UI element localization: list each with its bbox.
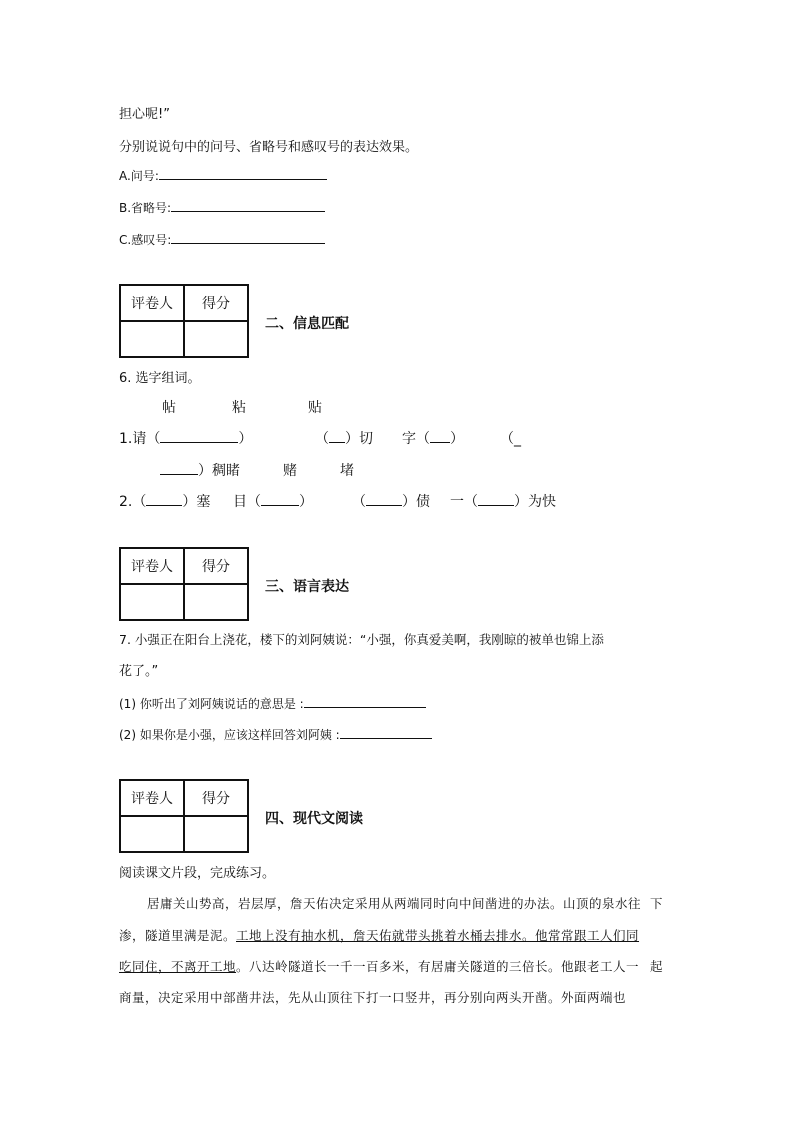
q5-item-b [119, 199, 325, 216]
q7-sub1-label: (1) 你听出了刘阿姨说话的意思是 : [119, 697, 304, 711]
q8-instruction: 阅读课文片段，完成练习。 [119, 866, 276, 881]
answer-blank[interactable] [329, 430, 345, 443]
q6-row1-d: ）切 [345, 431, 373, 447]
answer-blank[interactable] [366, 493, 402, 506]
q6-row1-part2 [315, 428, 373, 448]
q6-row2-char2: 赌 [283, 463, 297, 479]
underlined-text: 吃同住，不离开工地 [119, 959, 237, 974]
passage-line-2-a: 渗，隧道里满是泥。 [119, 928, 237, 943]
q7-line1: 7. 小强正在阳台上浇花，楼下的刘阿姨说：“小强，你真爱美啊，我刚晾的被单也锦上添 [119, 632, 604, 647]
q6-row3-f: ）债 [402, 494, 430, 510]
underlined-text: 工地上没有抽水机，詹天佑就带头挑着水桶去排水。他常常跟工人们同 [236, 928, 640, 943]
q6-row3-d: ） [299, 494, 313, 510]
q6-row1-c: （ [315, 431, 329, 447]
passage-line-1: 居庸关山势高，岩层厚，詹天佑决定采用从两端同时向中间凿进的办法。山顶的泉水往 [147, 896, 642, 911]
passage-line-3 [119, 957, 639, 975]
q5-item-c [119, 231, 325, 248]
score-table [119, 284, 249, 358]
score-cell [184, 816, 248, 852]
q6-row3-a: 2.（ [119, 494, 147, 510]
q6-row3-part4 [450, 491, 556, 511]
answer-blank[interactable] [340, 726, 432, 739]
q6-row3-e: （ [352, 494, 366, 510]
q5-instruction: 分别说说句中的问号、省略号和感叹号的表达效果。 [119, 140, 419, 155]
passage-line-1-end: 下 [650, 896, 664, 911]
passage-line-3-b: 。八达岭隧道长一千一百多米，有居庸关隧道的三倍长。他跟老工人一 [236, 959, 640, 974]
answer-blank[interactable] [160, 430, 238, 443]
score-table [119, 779, 249, 853]
score-cell [184, 321, 248, 357]
answer-blank[interactable] [171, 231, 325, 244]
score-header: 得分 [184, 780, 248, 816]
score-header: 得分 [184, 285, 248, 321]
answer-blank[interactable] [160, 462, 198, 475]
passage-line-3-end: 起 [650, 959, 664, 974]
section-title-2: 二、信息匹配 [265, 316, 349, 332]
q6-char-3: 贴 [308, 400, 322, 416]
q6-row3-part1 [119, 491, 210, 511]
grader-header: 评卷人 [120, 780, 184, 816]
score-header: 得分 [184, 548, 248, 584]
q6-row1-part1 [119, 428, 252, 448]
q6-row1-b: ） [238, 431, 253, 447]
q7-sub1 [119, 695, 426, 712]
q7-line2: 花了。” [119, 664, 159, 679]
grader-header: 评卷人 [120, 548, 184, 584]
q6-title: 6. 选字组词。 [119, 371, 201, 386]
q5-item-c-label: C.感叹号: [119, 233, 172, 247]
answer-blank[interactable] [478, 493, 514, 506]
score-cell [184, 584, 248, 620]
q7-sub2 [119, 726, 432, 743]
q6-row3-c: 目（ [233, 494, 261, 510]
q5-item-b-label: B.省略号: [119, 201, 172, 215]
q6-row2-end: ）稠睹 [198, 463, 240, 479]
answer-blank[interactable] [146, 493, 182, 506]
q5-item-a [119, 167, 327, 184]
answer-blank[interactable] [261, 493, 299, 506]
q6-char-2: 粘 [232, 400, 246, 416]
q6-row2-part1 [160, 460, 240, 480]
q5-line-tail: 担心呢!” [119, 107, 170, 122]
grader-cell [120, 584, 184, 620]
q7-sub2-label: (2) 如果你是小强，应该这样回答刘阿姨 : [119, 728, 340, 742]
answer-blank[interactable] [171, 199, 325, 212]
grader-cell [120, 321, 184, 357]
q6-char-1: 帖 [162, 400, 176, 416]
grader-cell [120, 816, 184, 852]
q6-row1-e: 字（ [402, 431, 430, 447]
section-title-4: 四、现代文阅读 [265, 811, 363, 827]
q6-row2-char3: 堵 [340, 463, 354, 479]
q6-row3-b: ）塞 [182, 494, 211, 510]
score-table [119, 547, 249, 621]
q6-row3-part3 [352, 491, 430, 511]
section-title-3: 三、语言表达 [265, 579, 349, 595]
q6-row1-part3 [402, 428, 464, 448]
answer-blank[interactable] [304, 695, 426, 708]
q6-row3-part2 [233, 491, 313, 511]
q6-row1-f: ） [450, 431, 464, 447]
q6-row1-a: 1.请（ [119, 431, 161, 447]
answer-blank[interactable] [159, 167, 327, 180]
grader-header: 评卷人 [120, 285, 184, 321]
passage-line-4: 商量，决定采用中部凿井法，先从山顶往下打一口竖井，再分别向两头开凿。外面两端也 [119, 990, 627, 1005]
q5-item-a-label: A.问号: [119, 169, 159, 183]
q6-row1-g: （_ [500, 431, 521, 447]
q6-row3-h: ）为快 [514, 494, 556, 510]
q6-row3-g: 一（ [450, 494, 478, 510]
passage-line-2 [119, 926, 639, 944]
answer-blank[interactable] [430, 430, 450, 443]
